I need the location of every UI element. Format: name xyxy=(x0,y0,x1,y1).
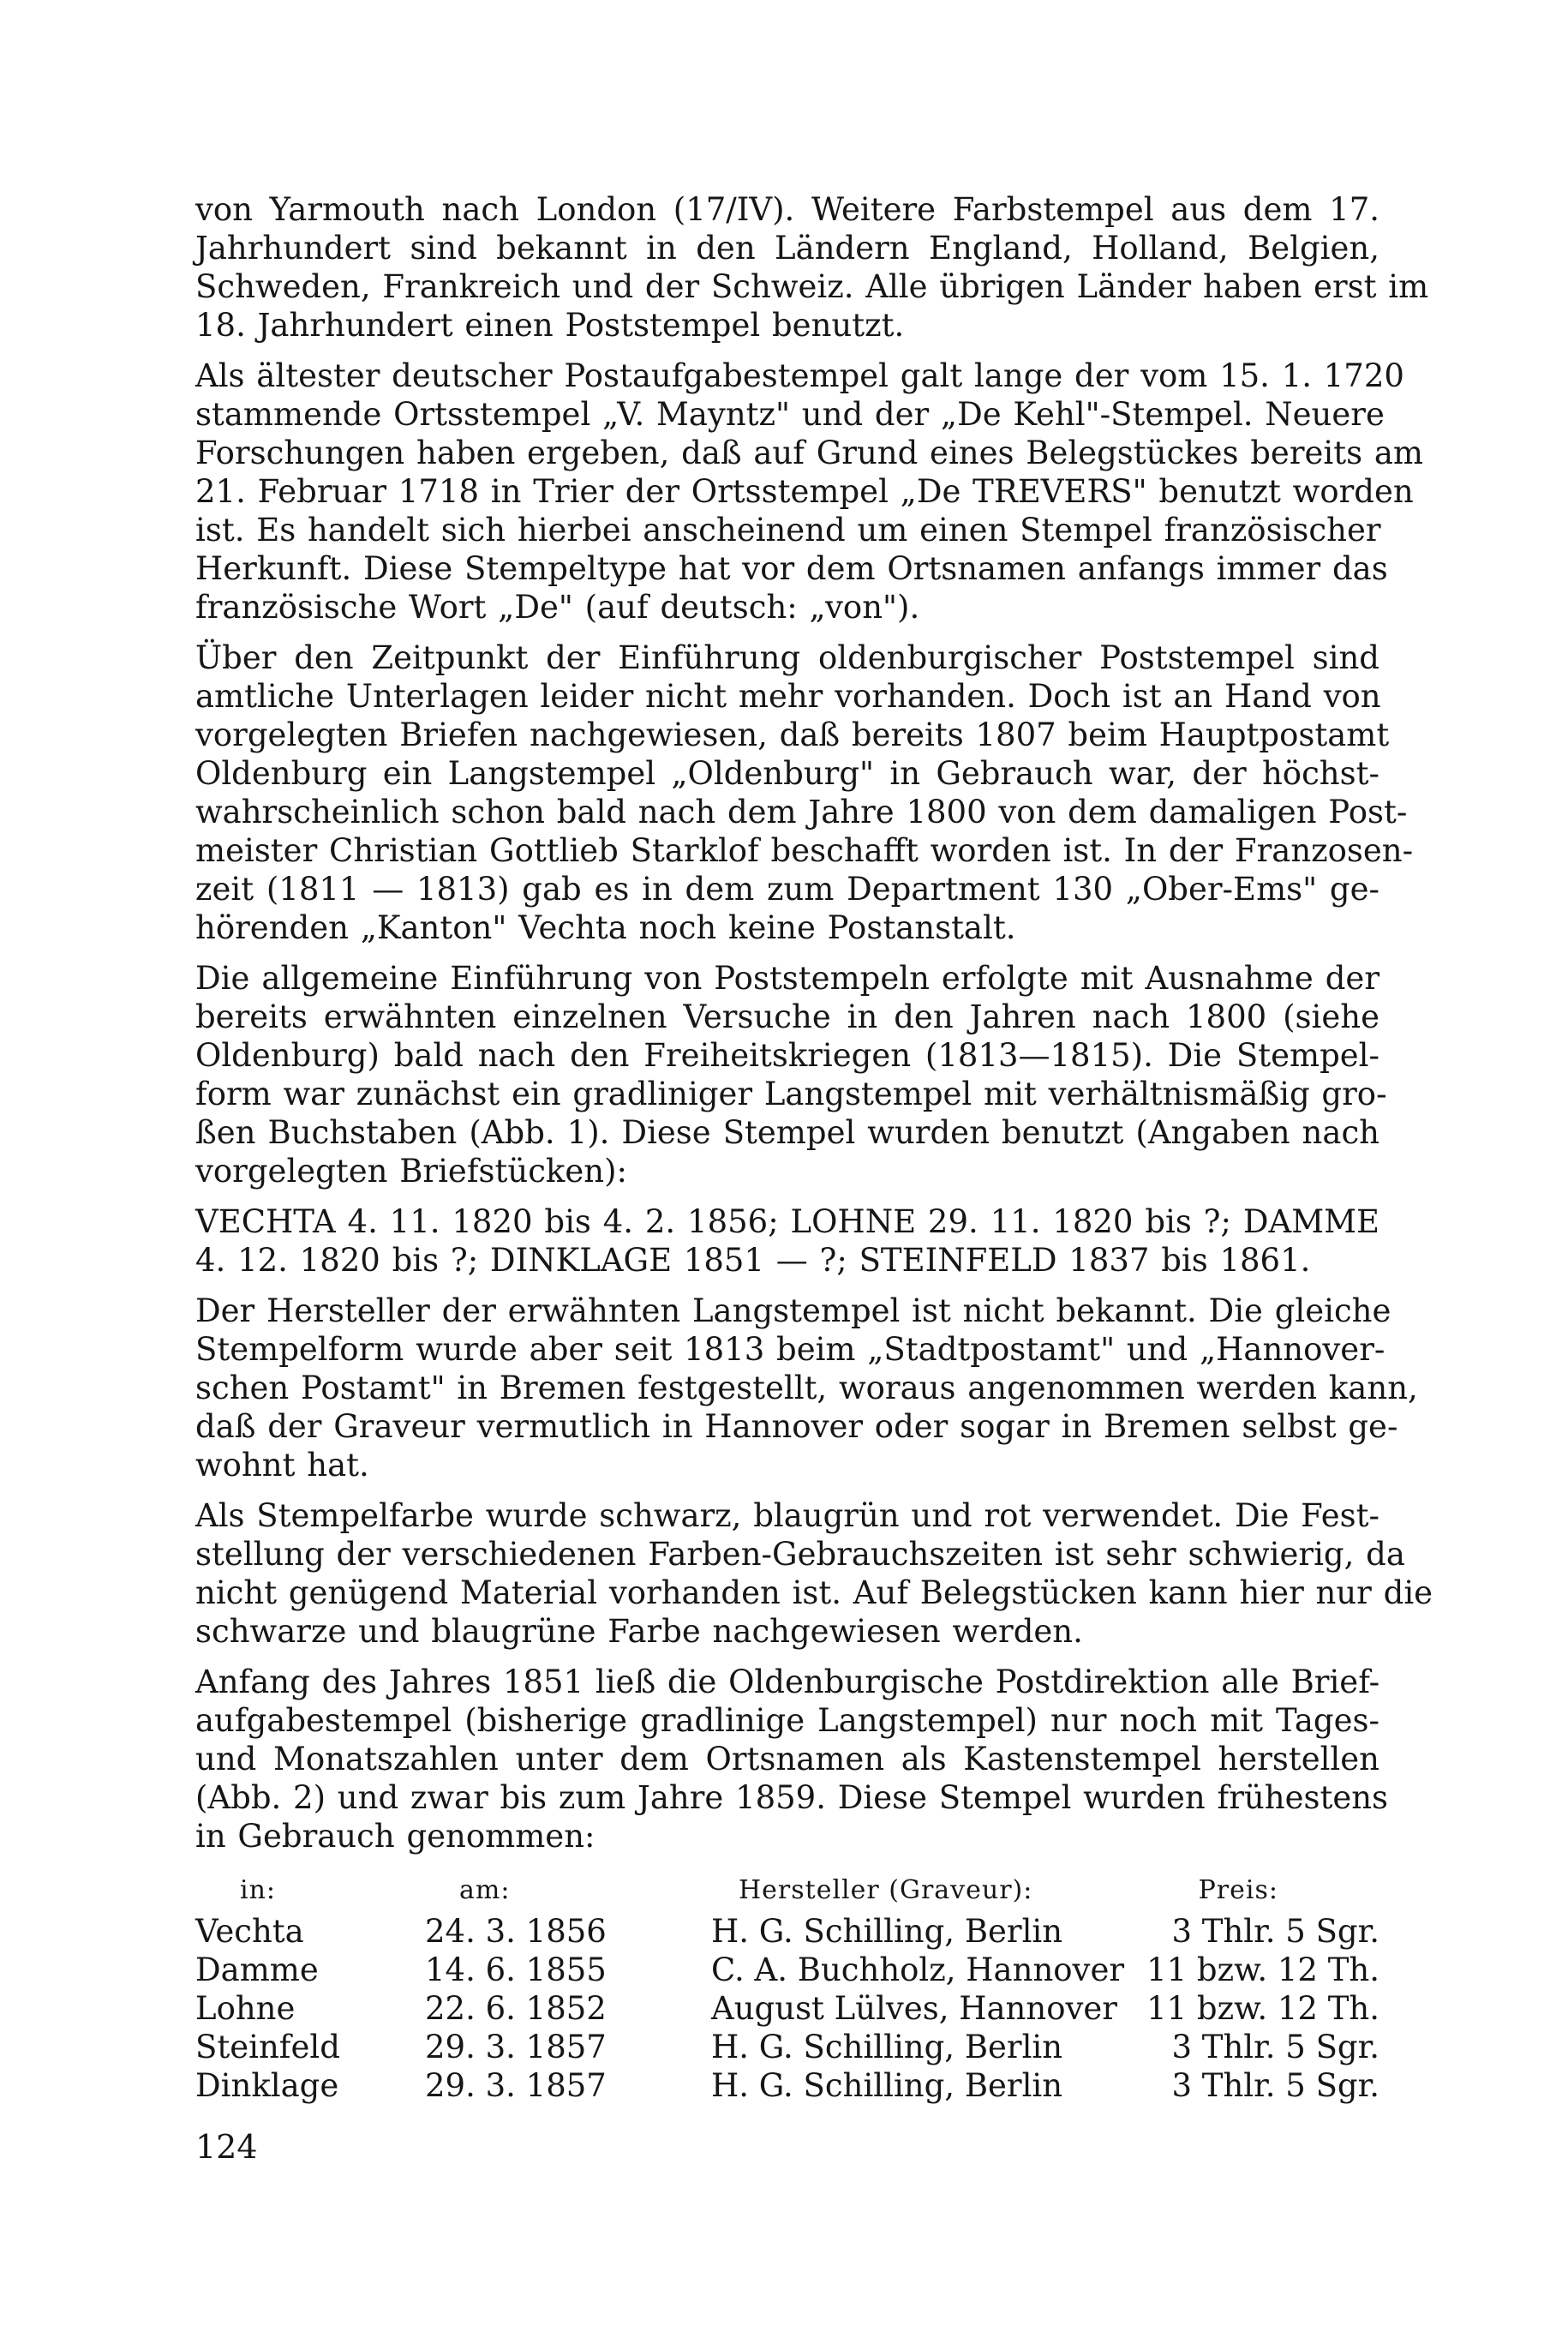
stamp-table xyxy=(195,1869,1379,2105)
text-line: VECHTA 4. 11. 1820 bis 4. 2. 1856; LOHNE 29. 11. 1820 bis ?; DAMME xyxy=(195,1203,1379,1240)
cell-location: Vechta xyxy=(195,1913,304,1950)
text-line: ist. Es handelt sich hierbei anscheinend um einen Stempel französischer xyxy=(195,512,1381,549)
text-line: Jahrhundert sind bekannt in den Ländern England, Holland, Belgien, xyxy=(195,230,1379,267)
text-line: und Monatszahlen unter dem Ortsnamen als Kastenstempel herstellen xyxy=(195,1741,1379,1777)
paragraph-2 xyxy=(195,357,1423,626)
cell-maker: C. A. Buchholz, Hannover xyxy=(711,1951,1125,1988)
text-line: amtliche Unterlagen leider nicht mehr vorhanden. Doch ist an Hand von xyxy=(195,678,1381,715)
header-date: am: xyxy=(459,1875,511,1905)
header-maker: Hersteller (Graveur): xyxy=(739,1875,1033,1905)
paragraph-1 xyxy=(195,190,1429,345)
cell-location: Lohne xyxy=(195,1990,296,2027)
cell-maker: August Lülves, Hannover xyxy=(711,1990,1117,2027)
text-line: 21. Februar 1718 in Trier der Ortsstempel „De TREVERS" benutzt worden xyxy=(195,473,1414,510)
text-line: Forschungen haben ergeben, daß auf Grund eines Belegstückes bereits am xyxy=(195,435,1423,471)
text-line: nicht genügend Material vorhanden ist. Auf Belegstücken kann hier nur die xyxy=(195,1574,1433,1611)
cell-price: 11 bzw. 12 Th. xyxy=(1146,1951,1379,1988)
paragraph-8 xyxy=(195,1663,1389,1855)
text-line: aufgabestempel (bisherige gradlinige Langstempel) nur noch mit Tages- xyxy=(195,1702,1379,1739)
text-line: Anfang des Jahres 1851 ließ die Oldenburgische Postdirektion alle Brief- xyxy=(195,1664,1380,1700)
text-line: Als ältester deutscher Postaufgabestempel galt lange der vom 15. 1. 1720 xyxy=(195,357,1404,394)
text-line: (Abb. 2) und zwar bis zum Jahre 1859. Diese Stempel wurden frühestens xyxy=(195,1779,1389,1816)
text-line: stellung der verschiedenen Farben-Gebrauchszeiten ist sehr schwierig, da xyxy=(195,1536,1405,1573)
header-price: Preis: xyxy=(1198,1875,1278,1905)
document-page xyxy=(195,190,1433,2105)
cell-date: 24. 3. 1856 xyxy=(425,1913,607,1950)
paragraph-6 xyxy=(195,1292,1418,1484)
cell-maker: H. G. Schilling, Berlin xyxy=(711,2029,1063,2065)
text-line: Als Stempelfarbe wurde schwarz, blaugrün und rot verwendet. Die Fest- xyxy=(195,1497,1380,1534)
table-row xyxy=(195,1989,1379,2028)
table-row xyxy=(195,2028,1379,2066)
text-line: von Yarmouth nach London (17/IV). Weitere Farbstempel aus dem 17. xyxy=(195,191,1379,228)
page-number: 124 xyxy=(195,2128,258,2166)
text-line: in Gebrauch genommen: xyxy=(195,1818,595,1855)
text-line: Schweden, Frankreich und der Schweiz. Alle übrigen Länder haben erst im xyxy=(195,268,1429,305)
cell-price: 3 Thlr. 5 Sgr. xyxy=(1171,1913,1379,1950)
text-line: Über den Zeitpunkt der Einführung oldenburgischer Poststempel sind xyxy=(195,639,1379,676)
text-line: ßen Buchstaben (Abb. 1). Diese Stempel wurden benutzt (Angaben nach xyxy=(195,1114,1379,1151)
text-line: Stempelform wurde aber seit 1813 beim „Stadtpostamt" und „Hannover- xyxy=(195,1331,1385,1368)
text-line: 18. Jahrhundert einen Poststempel benutzt. xyxy=(195,307,905,344)
text-line: stammende Ortsstempel „V. Mayntz" und der „De Kehl"-Stempel. Neuere xyxy=(195,396,1385,433)
cell-date: 29. 3. 1857 xyxy=(425,2029,607,2065)
text-line: wahrscheinlich schon bald nach dem Jahre 1800 von dem damaligen Post- xyxy=(195,794,1408,830)
text-line: form war zunächst ein gradliniger Langstempel mit verhältnismäßig gro- xyxy=(195,1076,1387,1112)
text-line: hörenden „Kanton" Vechta noch keine Postanstalt. xyxy=(195,909,1016,946)
cell-maker: H. G. Schilling, Berlin xyxy=(711,1913,1063,1950)
paragraph-3 xyxy=(195,638,1414,947)
cell-price: 11 bzw. 12 Th. xyxy=(1146,1990,1379,2027)
table-row xyxy=(195,1951,1379,1989)
cell-price: 3 Thlr. 5 Sgr. xyxy=(1171,2029,1379,2065)
cell-maker: H. G. Schilling, Berlin xyxy=(711,2067,1063,2104)
text-line: Die allgemeine Einführung von Poststempeln erfolgte mit Ausnahme der xyxy=(195,960,1379,997)
cell-date: 22. 6. 1852 xyxy=(425,1990,607,2027)
text-line: bereits erwähnten einzelnen Versuche in den Jahren nach 1800 (siehe xyxy=(195,998,1379,1035)
text-line: französische Wort „De" (auf deutsch: „von"). xyxy=(195,589,920,626)
table-header xyxy=(195,1869,1379,1912)
text-line: schwarze und blaugrüne Farbe nachgewiesen werden. xyxy=(195,1613,1083,1650)
text-line: zeit (1811 — 1813) gab es in dem zum Department 130 „Ober-Ems" ge- xyxy=(195,871,1379,908)
text-line: schen Postamt" in Bremen festgestellt, woraus angenommen werden kann, xyxy=(195,1370,1418,1406)
text-line: Herkunft. Diese Stempeltype hat vor dem Ortsnamen anfangs immer das xyxy=(195,550,1388,587)
cell-date: 14. 6. 1855 xyxy=(425,1951,607,1988)
text-line: meister Christian Gottlieb Starklof beschafft worden ist. In der Franzosen- xyxy=(195,832,1414,869)
paragraph-4 xyxy=(195,959,1387,1190)
cell-location: Damme xyxy=(195,1951,319,1988)
cell-date: 29. 3. 1857 xyxy=(425,2067,607,2104)
cell-location: Dinklage xyxy=(195,2067,339,2104)
cell-location: Steinfeld xyxy=(195,2029,340,2065)
text-line: Oldenburg ein Langstempel „Oldenburg" in Gebrauch war, der höchst- xyxy=(195,755,1379,792)
cell-price: 3 Thlr. 5 Sgr. xyxy=(1171,2067,1379,2104)
text-line: wohnt hat. xyxy=(195,1447,369,1484)
header-location: in: xyxy=(240,1875,277,1905)
text-line: vorgelegten Briefstücken): xyxy=(195,1153,627,1190)
text-line: 4. 12. 1820 bis ?; DINKLAGE 1851 — ?; STEINFELD 1837 bis 1861. xyxy=(195,1242,1311,1279)
paragraph-5 xyxy=(195,1202,1379,1280)
text-line: daß der Graveur vermutlich in Hannover oder sogar in Bremen selbst ge- xyxy=(195,1408,1398,1445)
text-line: Der Hersteller der erwähnten Langstempel ist nicht bekannt. Die gleiche xyxy=(195,1292,1391,1329)
table-row xyxy=(195,1912,1379,1951)
text-line: vorgelegten Briefen nachgewiesen, daß bereits 1807 beim Hauptpostamt xyxy=(195,716,1390,753)
table-row xyxy=(195,2066,1379,2105)
paragraph-7 xyxy=(195,1496,1433,1651)
text-line: Oldenburg) bald nach den Freiheitskriegen (1813—1815). Die Stempel- xyxy=(195,1037,1379,1074)
